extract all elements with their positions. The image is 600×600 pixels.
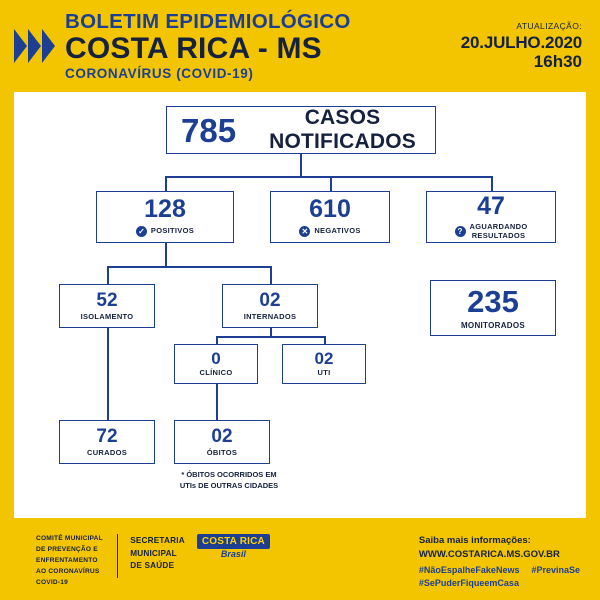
clinical-label: CLÍNICO xyxy=(199,368,233,378)
check-icon: ✓ xyxy=(136,226,147,237)
header-subtitle: CORONAVÍRUS (COVID-19) xyxy=(65,65,254,81)
isolation-value: 52 xyxy=(96,289,118,311)
hospitalized-label: INTERNADOS xyxy=(243,311,297,321)
awaiting-label-line2: RESULTADOS xyxy=(471,230,526,240)
isolation-label: ISOLAMENTO xyxy=(80,311,134,321)
info-block xyxy=(419,530,580,591)
recovered-value: 72 xyxy=(96,425,118,447)
node-total-notified xyxy=(166,106,436,154)
update-date: 20.JULHO.2020 xyxy=(460,32,582,52)
connector xyxy=(270,328,272,336)
monitored-value: 235 xyxy=(467,283,519,319)
connector xyxy=(107,266,270,268)
hashtag-3: #SePuderFiqueemCasa xyxy=(418,578,519,588)
deaths-label: ÓBITOS xyxy=(206,447,238,457)
committee-line-4: AO CORONAVÍRUS xyxy=(36,567,100,575)
node-icu xyxy=(282,344,366,384)
positives-value: 128 xyxy=(144,195,186,223)
more-info-label: Saiba mais informações: xyxy=(418,535,531,546)
node-awaiting-results xyxy=(426,191,556,243)
negatives-value: 610 xyxy=(309,195,351,223)
connector xyxy=(216,336,324,338)
hashtag-2: #PrevinaSe xyxy=(531,564,580,575)
connector xyxy=(107,328,109,420)
connector xyxy=(216,336,218,344)
header-title-line2: COSTA RICA - MS xyxy=(65,32,322,65)
icu-value: 02 xyxy=(314,349,334,369)
footer xyxy=(0,522,600,600)
connector xyxy=(330,176,332,191)
node-recovered xyxy=(59,420,155,464)
hashtags xyxy=(419,564,580,578)
deaths-note-line2: UTIs DE OUTRAS CIDADES xyxy=(179,480,279,490)
awaiting-label-line1: AGUARDANDO xyxy=(469,221,528,231)
chevrons-logo-icon xyxy=(14,29,55,63)
connector xyxy=(300,154,302,176)
deaths-note xyxy=(159,470,299,492)
website-link[interactable]: WWW.COSTARICA.MS.GOV.BR xyxy=(418,549,560,561)
clinical-value: 0 xyxy=(211,349,221,369)
node-isolation xyxy=(59,284,155,328)
connector xyxy=(216,384,218,420)
update-block xyxy=(461,21,582,71)
city-logo-main: COSTA RICA xyxy=(197,534,270,549)
deaths-value: 02 xyxy=(211,425,233,447)
connector xyxy=(165,176,491,178)
negatives-label: NEGATIVOS xyxy=(314,226,361,236)
monitored-label: MONITORADOS xyxy=(460,320,526,330)
committee-block xyxy=(36,530,103,588)
node-hospitalized xyxy=(222,284,318,328)
secretaria-line-2: MUNICIPAL xyxy=(130,548,177,558)
total-value: 785 xyxy=(181,111,237,149)
deaths-note-line1: * ÓBITOS OCORRIDOS EM xyxy=(181,470,277,479)
connector xyxy=(165,243,167,266)
connector xyxy=(324,336,326,344)
node-negatives xyxy=(270,191,390,243)
secretaria-line-3: DE SAÚDE xyxy=(130,561,175,571)
committee-line-3: ENFRENTAMENTO xyxy=(36,556,98,564)
footer-divider xyxy=(117,534,118,578)
hashtag-1: #NãoEspalheFakeNews xyxy=(418,564,520,575)
positives-label: POSITIVOS xyxy=(150,226,195,236)
committee-line-1: COMITÊ MUNICIPAL xyxy=(36,535,103,542)
update-time: 16h30 xyxy=(533,52,582,71)
header-titles xyxy=(65,11,461,80)
city-logo xyxy=(197,532,270,559)
header-title-line1: BOLETIM EPIDEMIOLÓGICO xyxy=(65,10,351,34)
secretaria-block xyxy=(130,530,185,573)
node-deaths xyxy=(174,420,270,464)
node-positives xyxy=(96,191,234,243)
connector xyxy=(165,176,167,191)
node-monitored xyxy=(430,280,556,336)
connector xyxy=(107,266,109,284)
connector xyxy=(491,176,493,191)
recovered-label: CURADOS xyxy=(86,447,128,457)
header xyxy=(0,0,600,92)
hashtags-second-row xyxy=(419,577,580,591)
icu-label: UTI xyxy=(317,368,331,378)
city-logo-sub: Brasil xyxy=(220,549,246,559)
awaiting-value: 47 xyxy=(477,191,505,220)
flowchart-board xyxy=(14,92,586,518)
committee-line-2: DE PREVENÇÃO E xyxy=(36,545,98,553)
connector xyxy=(270,266,272,284)
committee-line-5: COVID-19 xyxy=(36,578,69,586)
secretaria-line-1: SECRETARIA xyxy=(130,536,185,545)
node-clinical xyxy=(174,344,258,384)
update-label: ATUALIZAÇÃO: xyxy=(516,20,582,31)
total-label: CASOS NOTIFICADOS xyxy=(269,105,416,153)
hospitalized-value: 02 xyxy=(259,289,281,311)
x-icon: ✕ xyxy=(299,226,310,237)
question-icon: ? xyxy=(455,226,466,237)
